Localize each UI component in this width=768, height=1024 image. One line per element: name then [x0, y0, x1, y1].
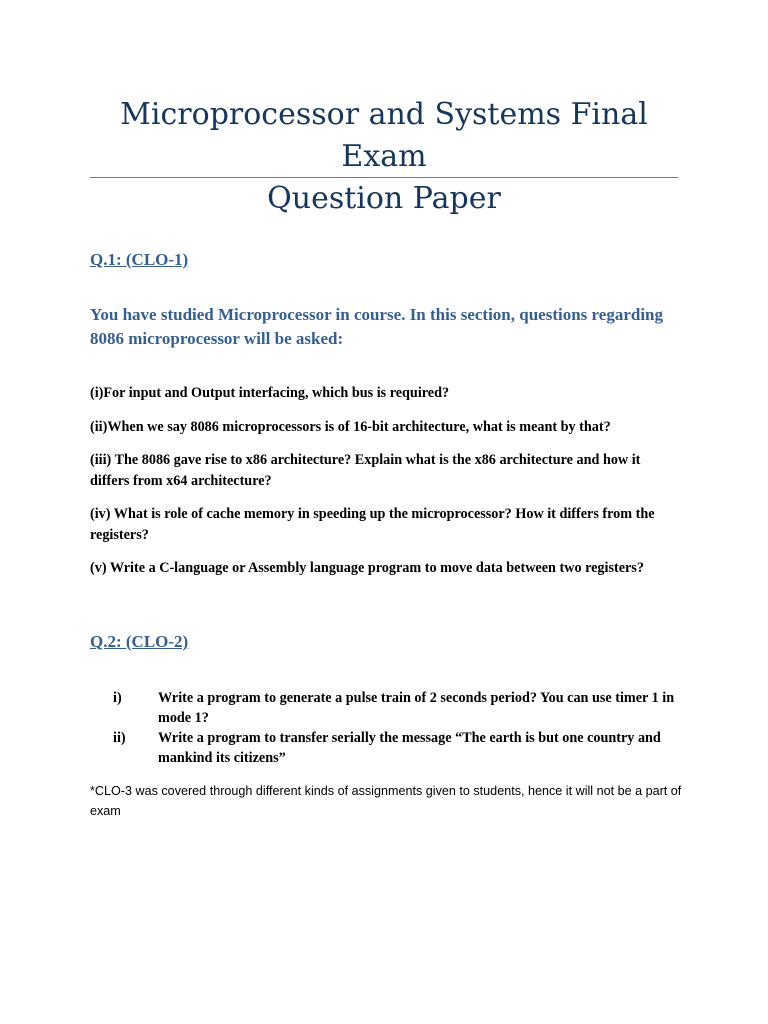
- q1-item-iii: (iii) The 8086 gave rise to x86 architecture? Explain what is the x86 architecture and how it differs from x64 architecture?: [90, 452, 641, 489]
- q2-heading: Q.2: (CLO-2): [90, 632, 189, 651]
- document-title: [90, 94, 678, 220]
- q2-item-text: Write a program to transfer serially the message “The earth is but one country and mankind its citizens”: [158, 730, 661, 766]
- q2-item-ii: [90, 728, 680, 768]
- title-line-1: Microprocessor and Systems Final Exam: [120, 97, 648, 174]
- title-rule: [90, 177, 678, 178]
- q1-item-i: (i)For input and Output interfacing, which bus is required?: [90, 385, 450, 401]
- q1-item-iv: (iv) What is role of cache memory in speeding up the microprocessor? How it differs from the registers?: [90, 506, 655, 543]
- title-line-2: Question Paper: [267, 181, 501, 216]
- q1-heading: Q.1: (CLO-1): [90, 250, 189, 269]
- footnote: *CLO-3 was covered through different kinds of assignments given to students, hence it will not be a part of exam: [90, 784, 682, 818]
- q2-item-number: ii): [113, 730, 126, 746]
- q1-item-v: (v) Write a C-language or Assembly language program to move data between two registers?: [90, 560, 644, 576]
- q2-item-text: Write a program to generate a pulse train of 2 seconds period? You can use timer 1 in mode 1?: [158, 690, 675, 726]
- q2-item-i: [90, 688, 680, 728]
- q2-item-number: i): [113, 690, 122, 706]
- q1-item-ii: (ii)When we say 8086 microprocessors is of 16-bit architecture, what is meant by that?: [90, 419, 611, 435]
- q1-intro: You have studied Microprocessor in course. In this section, questions regarding 8086 microprocessor will be asked:: [90, 305, 664, 348]
